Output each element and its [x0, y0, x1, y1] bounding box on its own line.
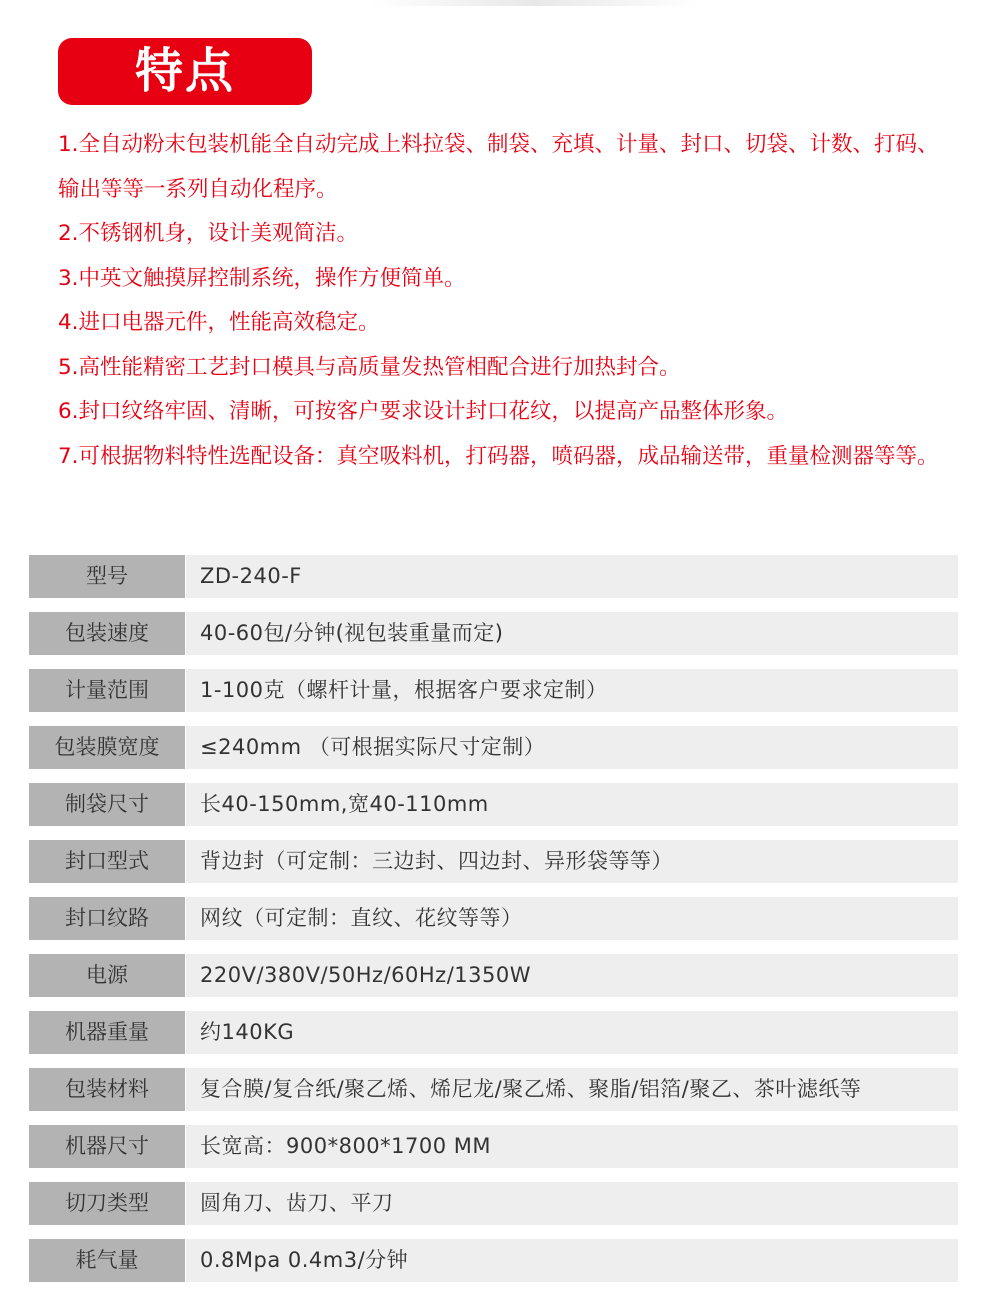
- spec-row-bag-size: [29, 783, 958, 826]
- spec-label: 封口型式: [29, 840, 185, 883]
- spec-row-speed: [29, 612, 958, 655]
- feature-item: 3.中英文触摸屏控制系统，操作方便简单。: [58, 265, 466, 291]
- spec-label: 切刀类型: [29, 1182, 185, 1225]
- feature-item: 1.全自动粉末包装机能全自动完成上料拉袋、制袋、充填、计量、封口、切袋、计数、打码、输出等等一系列自动化程序。: [58, 132, 939, 202]
- spec-value: 复合膜/复合纸/聚乙烯、烯尼龙/聚乙烯、聚脂/铝箔/聚乙、茶叶滤纸等: [186, 1068, 958, 1111]
- feature-item: 5.高性能精密工艺封口模具与高质量发热管相配合进行加热封合。: [58, 354, 681, 380]
- spec-value: 网纹（可定制：直纹、花纹等等）: [186, 897, 958, 940]
- spec-label: 型号: [29, 555, 185, 598]
- spec-value: 0.8Mpa 0.4m3/分钟: [186, 1239, 958, 1282]
- spec-row-air-consumption: [29, 1239, 958, 1282]
- spec-value: 220V/380V/50Hz/60Hz/1350W: [186, 954, 958, 997]
- spec-row-materials: [29, 1068, 958, 1111]
- spec-value: 约140KG: [186, 1011, 958, 1054]
- features-list: [58, 123, 958, 479]
- spec-row-cutter: [29, 1182, 958, 1225]
- spec-value: 背边封（可定制：三边封、四边封、异形袋等等）: [186, 840, 958, 883]
- spec-label: 封口纹路: [29, 897, 185, 940]
- feature-item: 6.封口纹络牢固、清晰，可按客户要求设计封口花纹，以提高产品整体形象。: [58, 399, 789, 424]
- spec-label: 包装速度: [29, 612, 185, 655]
- spec-value: 长宽高：900*800*1700 MM: [186, 1125, 958, 1168]
- spec-row-measure-range: [29, 669, 958, 712]
- feature-item: 2.不锈钢机身，设计美观简洁。: [58, 221, 359, 246]
- spec-value: ≤240mm （可根据实际尺寸定制）: [186, 726, 958, 769]
- spec-row-dimensions: [29, 1125, 958, 1168]
- spec-label: 制袋尺寸: [29, 783, 185, 826]
- spec-value: 长40-150mm,宽40-110mm: [186, 783, 958, 826]
- spec-label: 包装材料: [29, 1068, 185, 1111]
- spec-row-model: [29, 555, 958, 598]
- spec-value: 40-60包/分钟(视包装重量而定): [186, 612, 958, 655]
- spec-row-weight: [29, 1011, 958, 1054]
- spec-row-film-width: [29, 726, 958, 769]
- spec-label: 电源: [29, 954, 185, 997]
- spec-row-seal-pattern: [29, 897, 958, 940]
- spec-label: 机器尺寸: [29, 1125, 185, 1168]
- feature-item: 4.进口电器元件，性能高效稳定。: [58, 310, 380, 335]
- feature-item: 7.可根据物料特性选配设备：真空吸料机，打码器，喷码器，成品输送带，重量检测器等等。: [58, 443, 939, 469]
- spec-label: 机器重量: [29, 1011, 185, 1054]
- spec-value: 1-100克（螺杆计量，根据客户要求定制）: [186, 669, 958, 712]
- spec-label: 耗气量: [29, 1239, 185, 1282]
- spec-row-power: [29, 954, 958, 997]
- spec-row-seal-type: [29, 840, 958, 883]
- spec-label: 计量范围: [29, 669, 185, 712]
- top-divider: [370, 0, 700, 6]
- spec-table: [29, 555, 958, 1296]
- spec-value: ZD-240-F: [186, 555, 958, 598]
- spec-label: 包装膜宽度: [29, 726, 185, 769]
- spec-value: 圆角刀、齿刀、平刀: [186, 1182, 958, 1225]
- features-title: 特点: [134, 43, 235, 99]
- features-badge: [58, 38, 312, 105]
